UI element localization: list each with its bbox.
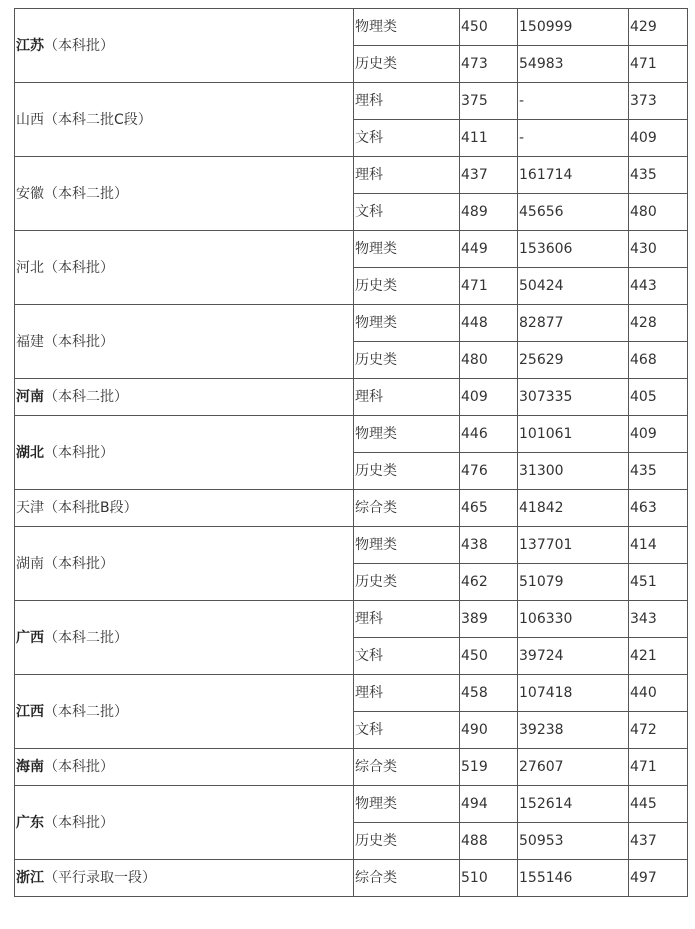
lowest-score-cell: 405 (629, 379, 688, 416)
score-cell: 409 (460, 379, 518, 416)
rank-cell: 106330 (518, 601, 629, 638)
category-cell: 文科 (354, 194, 460, 231)
province-cell (15, 9, 354, 83)
rank-cell: 25629 (518, 342, 629, 379)
batch-label: （本科二批） (44, 629, 128, 646)
lowest-score-cell: 414 (629, 527, 688, 564)
province-name: 广东 (16, 814, 44, 831)
rank-cell: 82877 (518, 305, 629, 342)
province-name: 安徽 (16, 185, 44, 202)
score-cell: 450 (460, 638, 518, 675)
province-name: 湖南 (16, 555, 44, 572)
score-cell: 471 (460, 268, 518, 305)
rank-cell: 107418 (518, 675, 629, 712)
category-cell: 历史类 (354, 453, 460, 490)
score-cell: 473 (460, 46, 518, 83)
province-name: 河北 (16, 259, 44, 276)
batch-label: （本科批） (44, 759, 114, 775)
lowest-score-cell: 435 (629, 157, 688, 194)
admission-scores-table (14, 8, 688, 897)
province-cell (15, 231, 354, 305)
score-cell: 490 (460, 712, 518, 749)
rank-cell: 39724 (518, 638, 629, 675)
rank-cell: 152614 (518, 786, 629, 823)
category-cell: 综合类 (354, 490, 460, 527)
province-name: 湖北 (16, 444, 44, 461)
rank-cell: 50424 (518, 268, 629, 305)
score-cell: 437 (460, 157, 518, 194)
rank-cell: 27607 (518, 749, 629, 786)
rank-cell: 41842 (518, 490, 629, 527)
province-cell (15, 157, 354, 231)
lowest-score-cell: 435 (629, 453, 688, 490)
score-cell: 480 (460, 342, 518, 379)
lowest-score-cell: 497 (629, 860, 688, 897)
lowest-score-cell: 409 (629, 416, 688, 453)
lowest-score-cell: 428 (629, 305, 688, 342)
score-cell: 488 (460, 823, 518, 860)
table-row (15, 379, 688, 416)
table-row (15, 83, 688, 120)
province-cell (15, 786, 354, 860)
province-cell (15, 379, 354, 416)
lowest-score-cell: 440 (629, 675, 688, 712)
lowest-score-cell: 445 (629, 786, 688, 823)
score-cell: 389 (460, 601, 518, 638)
batch-label: （本科批） (44, 259, 114, 276)
lowest-score-cell: 429 (629, 9, 688, 46)
batch-label: （本科二批） (44, 703, 128, 720)
rank-cell: 161714 (518, 157, 629, 194)
score-cell: 462 (460, 564, 518, 601)
table-row (15, 231, 688, 268)
rank-cell: 137701 (518, 527, 629, 564)
category-cell: 文科 (354, 120, 460, 157)
category-cell: 理科 (354, 675, 460, 712)
lowest-score-cell: 451 (629, 564, 688, 601)
rank-cell: 101061 (518, 416, 629, 453)
category-cell: 历史类 (354, 342, 460, 379)
batch-label: （本科批） (44, 37, 114, 54)
rank-cell: - (518, 120, 629, 157)
category-cell: 综合类 (354, 749, 460, 786)
score-cell: 494 (460, 786, 518, 823)
batch-label: （本科批） (44, 555, 114, 572)
category-cell: 物理类 (354, 305, 460, 342)
score-cell: 450 (460, 9, 518, 46)
category-cell: 物理类 (354, 9, 460, 46)
table-row (15, 860, 688, 897)
lowest-score-cell: 430 (629, 231, 688, 268)
lowest-score-cell: 373 (629, 83, 688, 120)
lowest-score-cell: 472 (629, 712, 688, 749)
table-row (15, 416, 688, 453)
province-cell (15, 749, 354, 786)
lowest-score-cell: 421 (629, 638, 688, 675)
lowest-score-cell: 437 (629, 823, 688, 860)
category-cell: 历史类 (354, 268, 460, 305)
rank-cell: 50953 (518, 823, 629, 860)
province-name: 山西 (16, 111, 44, 128)
province-cell (15, 527, 354, 601)
score-cell: 448 (460, 305, 518, 342)
category-cell: 历史类 (354, 564, 460, 601)
province-cell (15, 490, 354, 527)
score-cell: 458 (460, 675, 518, 712)
batch-label: （本科批） (44, 814, 114, 831)
score-cell: 476 (460, 453, 518, 490)
province-name: 江苏 (16, 37, 44, 54)
province-name: 海南 (16, 759, 44, 775)
rank-cell: 150999 (518, 9, 629, 46)
rank-cell: 307335 (518, 379, 629, 416)
score-cell: 489 (460, 194, 518, 231)
score-cell: 449 (460, 231, 518, 268)
batch-label: （本科批） (44, 444, 114, 461)
table-row (15, 9, 688, 46)
batch-label: （本科二批） (44, 185, 128, 202)
category-cell: 理科 (354, 379, 460, 416)
category-cell: 物理类 (354, 416, 460, 453)
rank-cell: 45656 (518, 194, 629, 231)
province-cell (15, 416, 354, 490)
category-cell: 综合类 (354, 860, 460, 897)
lowest-score-cell: 471 (629, 46, 688, 83)
table-row (15, 749, 688, 786)
rank-cell: - (518, 83, 629, 120)
category-cell: 物理类 (354, 231, 460, 268)
table-row (15, 786, 688, 823)
lowest-score-cell: 471 (629, 749, 688, 786)
rank-cell: 31300 (518, 453, 629, 490)
table-row (15, 157, 688, 194)
rank-cell: 54983 (518, 46, 629, 83)
lowest-score-cell: 409 (629, 120, 688, 157)
score-cell: 411 (460, 120, 518, 157)
province-cell (15, 860, 354, 897)
province-cell (15, 83, 354, 157)
category-cell: 物理类 (354, 527, 460, 564)
table-body (15, 9, 688, 897)
category-cell: 理科 (354, 601, 460, 638)
lowest-score-cell: 480 (629, 194, 688, 231)
category-cell: 理科 (354, 83, 460, 120)
rank-cell: 155146 (518, 860, 629, 897)
score-cell: 519 (460, 749, 518, 786)
category-cell: 文科 (354, 638, 460, 675)
province-name: 浙江 (16, 870, 44, 886)
category-cell: 物理类 (354, 786, 460, 823)
batch-label: （本科二批） (44, 389, 128, 405)
rank-cell: 153606 (518, 231, 629, 268)
batch-label: （平行录取一段） (44, 870, 156, 886)
score-cell: 438 (460, 527, 518, 564)
rank-cell: 51079 (518, 564, 629, 601)
category-cell: 历史类 (354, 46, 460, 83)
province-name: 江西 (16, 703, 44, 720)
table-row (15, 527, 688, 564)
table-row (15, 675, 688, 712)
lowest-score-cell: 443 (629, 268, 688, 305)
lowest-score-cell: 468 (629, 342, 688, 379)
table-row (15, 305, 688, 342)
table-row (15, 490, 688, 527)
batch-label: （本科批B段） (44, 500, 138, 516)
province-cell (15, 675, 354, 749)
category-cell: 理科 (354, 157, 460, 194)
province-name: 福建 (16, 333, 44, 350)
lowest-score-cell: 463 (629, 490, 688, 527)
score-cell: 465 (460, 490, 518, 527)
province-name: 广西 (16, 629, 44, 646)
province-name: 天津 (16, 500, 44, 516)
category-cell: 文科 (354, 712, 460, 749)
batch-label: （本科二批C段） (44, 111, 152, 128)
score-cell: 446 (460, 416, 518, 453)
province-cell (15, 601, 354, 675)
province-name: 河南 (16, 389, 44, 405)
province-cell (15, 305, 354, 379)
score-cell: 375 (460, 83, 518, 120)
table-row (15, 601, 688, 638)
score-cell: 510 (460, 860, 518, 897)
category-cell: 历史类 (354, 823, 460, 860)
lowest-score-cell: 343 (629, 601, 688, 638)
rank-cell: 39238 (518, 712, 629, 749)
batch-label: （本科批） (44, 333, 114, 350)
